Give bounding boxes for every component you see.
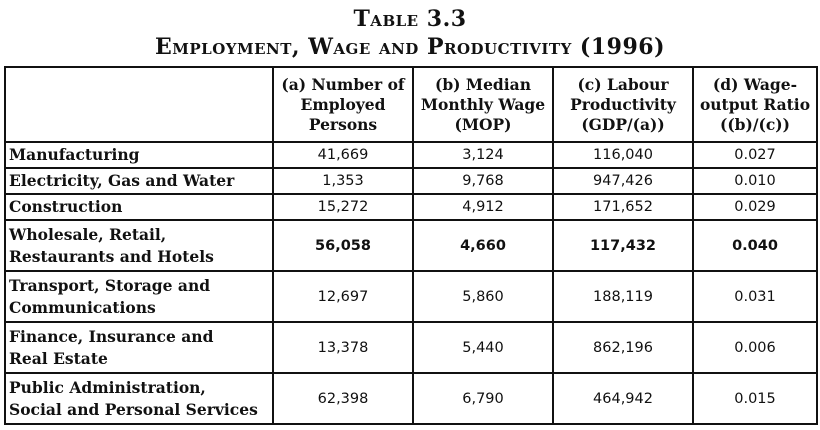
- table-number: Table 3.3: [353, 6, 467, 32]
- column-header: [413, 67, 553, 142]
- table-cell: 6,790: [413, 373, 553, 424]
- column-header-line: (a) Number of: [281, 75, 405, 94]
- table-cell: 0.027: [693, 142, 817, 168]
- row-label-line: Communications: [9, 297, 156, 317]
- row-label-line: Social and Personal Services: [9, 399, 258, 419]
- column-header-line: Employed: [300, 95, 386, 114]
- table-cell: 116,040: [553, 142, 693, 168]
- column-header-line: Persons: [308, 115, 378, 134]
- table-cell: 188,119: [553, 271, 693, 322]
- table-cell: 0.029: [693, 194, 817, 220]
- column-header-line: Monthly Wage: [420, 95, 546, 114]
- column-header: [693, 67, 817, 142]
- table-cell: 41,669: [273, 142, 413, 168]
- table-row: [5, 194, 817, 220]
- table-cell: 117,432: [553, 220, 693, 271]
- table-cell: 4,660: [413, 220, 553, 271]
- row-label: [5, 142, 273, 168]
- table-cell: 0.031: [693, 271, 817, 322]
- header-corner: [5, 67, 273, 142]
- table-cell: 12,697: [273, 271, 413, 322]
- row-label-line: Manufacturing: [9, 145, 140, 164]
- column-header-line: ((b)/(c)): [720, 115, 790, 134]
- row-label: [5, 322, 273, 373]
- table-cell: 0.006: [693, 322, 817, 373]
- row-label-line: Finance, Insurance and: [9, 326, 214, 346]
- row-label: [5, 271, 273, 322]
- table-cell: 0.010: [693, 168, 817, 194]
- header-row: [5, 67, 817, 142]
- table-cell: 862,196: [553, 322, 693, 373]
- table-title: Employment, Wage and Productivity (1996): [155, 34, 665, 60]
- row-label-line: Real Estate: [9, 348, 108, 368]
- table-cell: 9,768: [413, 168, 553, 194]
- table-cell: 0.015: [693, 373, 817, 424]
- row-label-line: Public Administration,: [9, 377, 206, 397]
- table-row: [5, 220, 817, 271]
- row-label: [5, 194, 273, 220]
- table-row: [5, 271, 817, 322]
- column-header-line: (MOP): [454, 115, 512, 134]
- table-cell: 5,440: [413, 322, 553, 373]
- table-cell: 171,652: [553, 194, 693, 220]
- column-header-line: (GDP/(a)): [581, 115, 665, 134]
- table-cell: 15,272: [273, 194, 413, 220]
- row-label-line: Wholesale, Retail,: [9, 224, 167, 244]
- table-cell: 4,912: [413, 194, 553, 220]
- column-header-line: (c) Labour: [577, 75, 669, 94]
- table-row: [5, 142, 817, 168]
- table-cell: 947,426: [553, 168, 693, 194]
- employment-table: [4, 66, 818, 425]
- row-label: [5, 220, 273, 271]
- column-header-line: (b) Median: [435, 75, 531, 94]
- column-header-line: (d) Wage-: [712, 75, 798, 94]
- row-label: [5, 373, 273, 424]
- table-row: [5, 322, 817, 373]
- table-cell: 0.040: [693, 220, 817, 271]
- table-cell: 1,353: [273, 168, 413, 194]
- table-cell: 62,398: [273, 373, 413, 424]
- column-header: [273, 67, 413, 142]
- row-label-line: Electricity, Gas and Water: [9, 171, 235, 190]
- table-row: [5, 373, 817, 424]
- row-label: [5, 168, 273, 194]
- column-header: [553, 67, 693, 142]
- table-cell: 56,058: [273, 220, 413, 271]
- table-cell: 5,860: [413, 271, 553, 322]
- column-header-line: output Ratio: [699, 95, 811, 114]
- row-label-line: Construction: [9, 197, 123, 216]
- table-cell: 464,942: [553, 373, 693, 424]
- table-row: [5, 168, 817, 194]
- table-cell: 3,124: [413, 142, 553, 168]
- row-label-line: Transport, Storage and: [9, 275, 211, 295]
- row-label-line: Restaurants and Hotels: [9, 246, 214, 266]
- table-cell: 13,378: [273, 322, 413, 373]
- column-header-line: Productivity: [570, 95, 676, 114]
